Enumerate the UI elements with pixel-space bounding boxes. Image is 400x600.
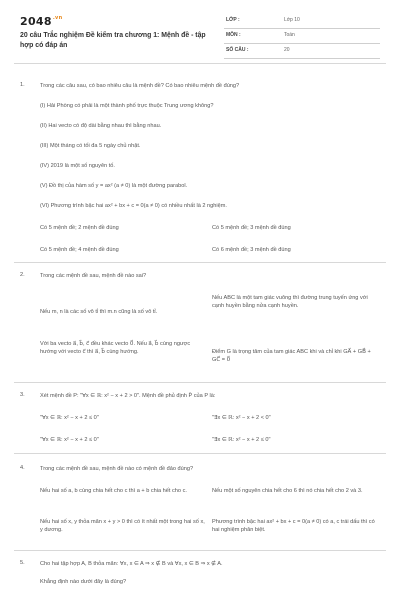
question-prompt: Trong các mệnh đề sau, mệnh đề nào sai? bbox=[40, 273, 147, 279]
statement-item: (IV) 2019 là một số nguyên tố. bbox=[40, 163, 115, 169]
question-number: 3. bbox=[20, 392, 25, 398]
answer-option-c[interactable]: Có 5 mệnh đề; 4 mệnh đề đúng bbox=[40, 247, 119, 253]
answer-option-b[interactable]: Nếu một số nguyên chia hết cho 6 thì nó chia hết cho 2 và 3. bbox=[212, 488, 363, 494]
answer-option-b[interactable]: Nếu ABC là một tam giác vuông thì đường trung tuyến ứng với cạnh huyền bằng nửa cạnh huyền. bbox=[212, 295, 368, 309]
question-subprompt: Khẳng định nào dưới đây là đúng? bbox=[40, 579, 127, 585]
meta-key: SỐ CÂU : bbox=[226, 47, 249, 53]
question-divider bbox=[14, 262, 386, 263]
question-number: 2. bbox=[20, 272, 25, 278]
header-divider bbox=[14, 63, 386, 64]
answer-option-a[interactable]: Có 5 mệnh đề; 2 mệnh đề đúng bbox=[40, 225, 119, 231]
answer-option-d[interactable]: Có 6 mệnh đề; 3 mệnh đề đúng bbox=[212, 247, 291, 253]
question-divider bbox=[14, 453, 386, 454]
question-prompt: Trong các mệnh đề sau, mệnh đề nào có mệnh đề đảo đúng? bbox=[40, 466, 194, 472]
statement-item: (I) Hải Phòng có phải là một thành phố trực thuộc Trung ương không? bbox=[40, 103, 214, 109]
question-divider bbox=[14, 382, 386, 383]
meta-row-subject bbox=[224, 29, 380, 44]
question-prompt: Trong các câu sau, có bao nhiêu câu là mệnh đề? Có bao nhiêu mệnh đề đúng? bbox=[40, 83, 240, 89]
answer-option-c[interactable]: Nếu hai số x, y thỏa mãn x + y > 0 thì có ít nhất một trong hai số x, y dương. bbox=[40, 519, 205, 533]
answer-option-a[interactable]: Nếu hai số a, b cùng chia hết cho c thì a + b chia hết cho c. bbox=[40, 488, 187, 494]
answer-option-c[interactable]: Với ba vecto a⃗, b⃗, c⃗ đều khác vecto 0⃗. Nếu a⃗, b⃗ cùng ngược hướng với vecto c⃗ thì a⃗, b⃗ cùng hướng. bbox=[40, 341, 191, 355]
site-logo[interactable] bbox=[20, 15, 62, 28]
statement-item: (II) Hai vecto có độ dài bằng nhau thì bằng nhau. bbox=[40, 123, 162, 129]
answer-option-d[interactable]: Điểm G là trọng tâm của tam giác ABC khi và chỉ khi GA⃗ + GB⃗ + GC⃗ = 0⃗ bbox=[212, 349, 371, 363]
statement-item: (V) Đồ thị của hàm số y = ax² (a ≠ 0) là một đường parabol. bbox=[40, 183, 188, 189]
logo-suffix: .vn bbox=[52, 15, 63, 21]
meta-key: MÔN : bbox=[226, 32, 241, 38]
answer-option-b[interactable]: "∃x ∈ ℝ: x² − x + 2 < 0" bbox=[212, 415, 271, 421]
question-number: 5. bbox=[20, 560, 25, 566]
meta-value: 20 bbox=[284, 47, 290, 53]
meta-key: LỚP : bbox=[226, 17, 240, 23]
meta-row-count bbox=[224, 44, 380, 59]
question-number: 1. bbox=[20, 82, 25, 88]
statement-item: (VI) Phương trình bậc hai ax² + bx + c = 0(a ≠ 0) có nhiều nhất là 2 nghiệm. bbox=[40, 203, 227, 209]
question-prompt: Cho hai tập hợp A, B thỏa mãn: ∀x, x ∈ A ⇒ x ∉ B và ∀x, x ∈ B ⇒ x ∉ A. bbox=[40, 561, 223, 567]
question-prompt: Xét mệnh đề P: "∀x ∈ ℝ: x² − x + 2 > 0". Mệnh đề phủ định P̄ của P là: bbox=[40, 393, 216, 399]
question-divider bbox=[14, 550, 386, 551]
meta-value: Lớp 10 bbox=[284, 17, 300, 23]
meta-row-class bbox=[224, 14, 380, 29]
logo-text: 2048 bbox=[20, 15, 52, 28]
answer-option-c[interactable]: "∀x ∈ ℝ: x² − x + 2 ≤ 0" bbox=[40, 437, 99, 443]
question-number: 4. bbox=[20, 465, 25, 471]
answer-option-b[interactable]: Có 5 mệnh đề; 3 mệnh đề đúng bbox=[212, 225, 291, 231]
meta-table bbox=[224, 14, 380, 59]
answer-option-d[interactable]: Phương trình bậc hai ax² + bx + c = 0(a ≠ 0) có a, c trái dấu thì có hai nghiệm phân biệt. bbox=[212, 519, 375, 533]
answer-option-d[interactable]: "∃x ∈ ℝ: x² − x + 2 ≤ 0" bbox=[212, 437, 271, 443]
document-title: 20 câu Trắc nghiệm Đề kiểm tra chương 1: Mệnh đề - tập hợp có đáp án bbox=[20, 32, 206, 49]
meta-value: Toán bbox=[284, 32, 295, 38]
answer-option-a[interactable]: "∀x ∈ ℝ: x² − x + 2 ≤ 0" bbox=[40, 415, 99, 421]
statement-item: (III) Một tháng có tối đa 5 ngày chủ nhật. bbox=[40, 143, 141, 149]
answer-option-a[interactable]: Nếu m, n là các số vô tỉ thì m.n cũng là số vô tỉ. bbox=[40, 309, 158, 315]
